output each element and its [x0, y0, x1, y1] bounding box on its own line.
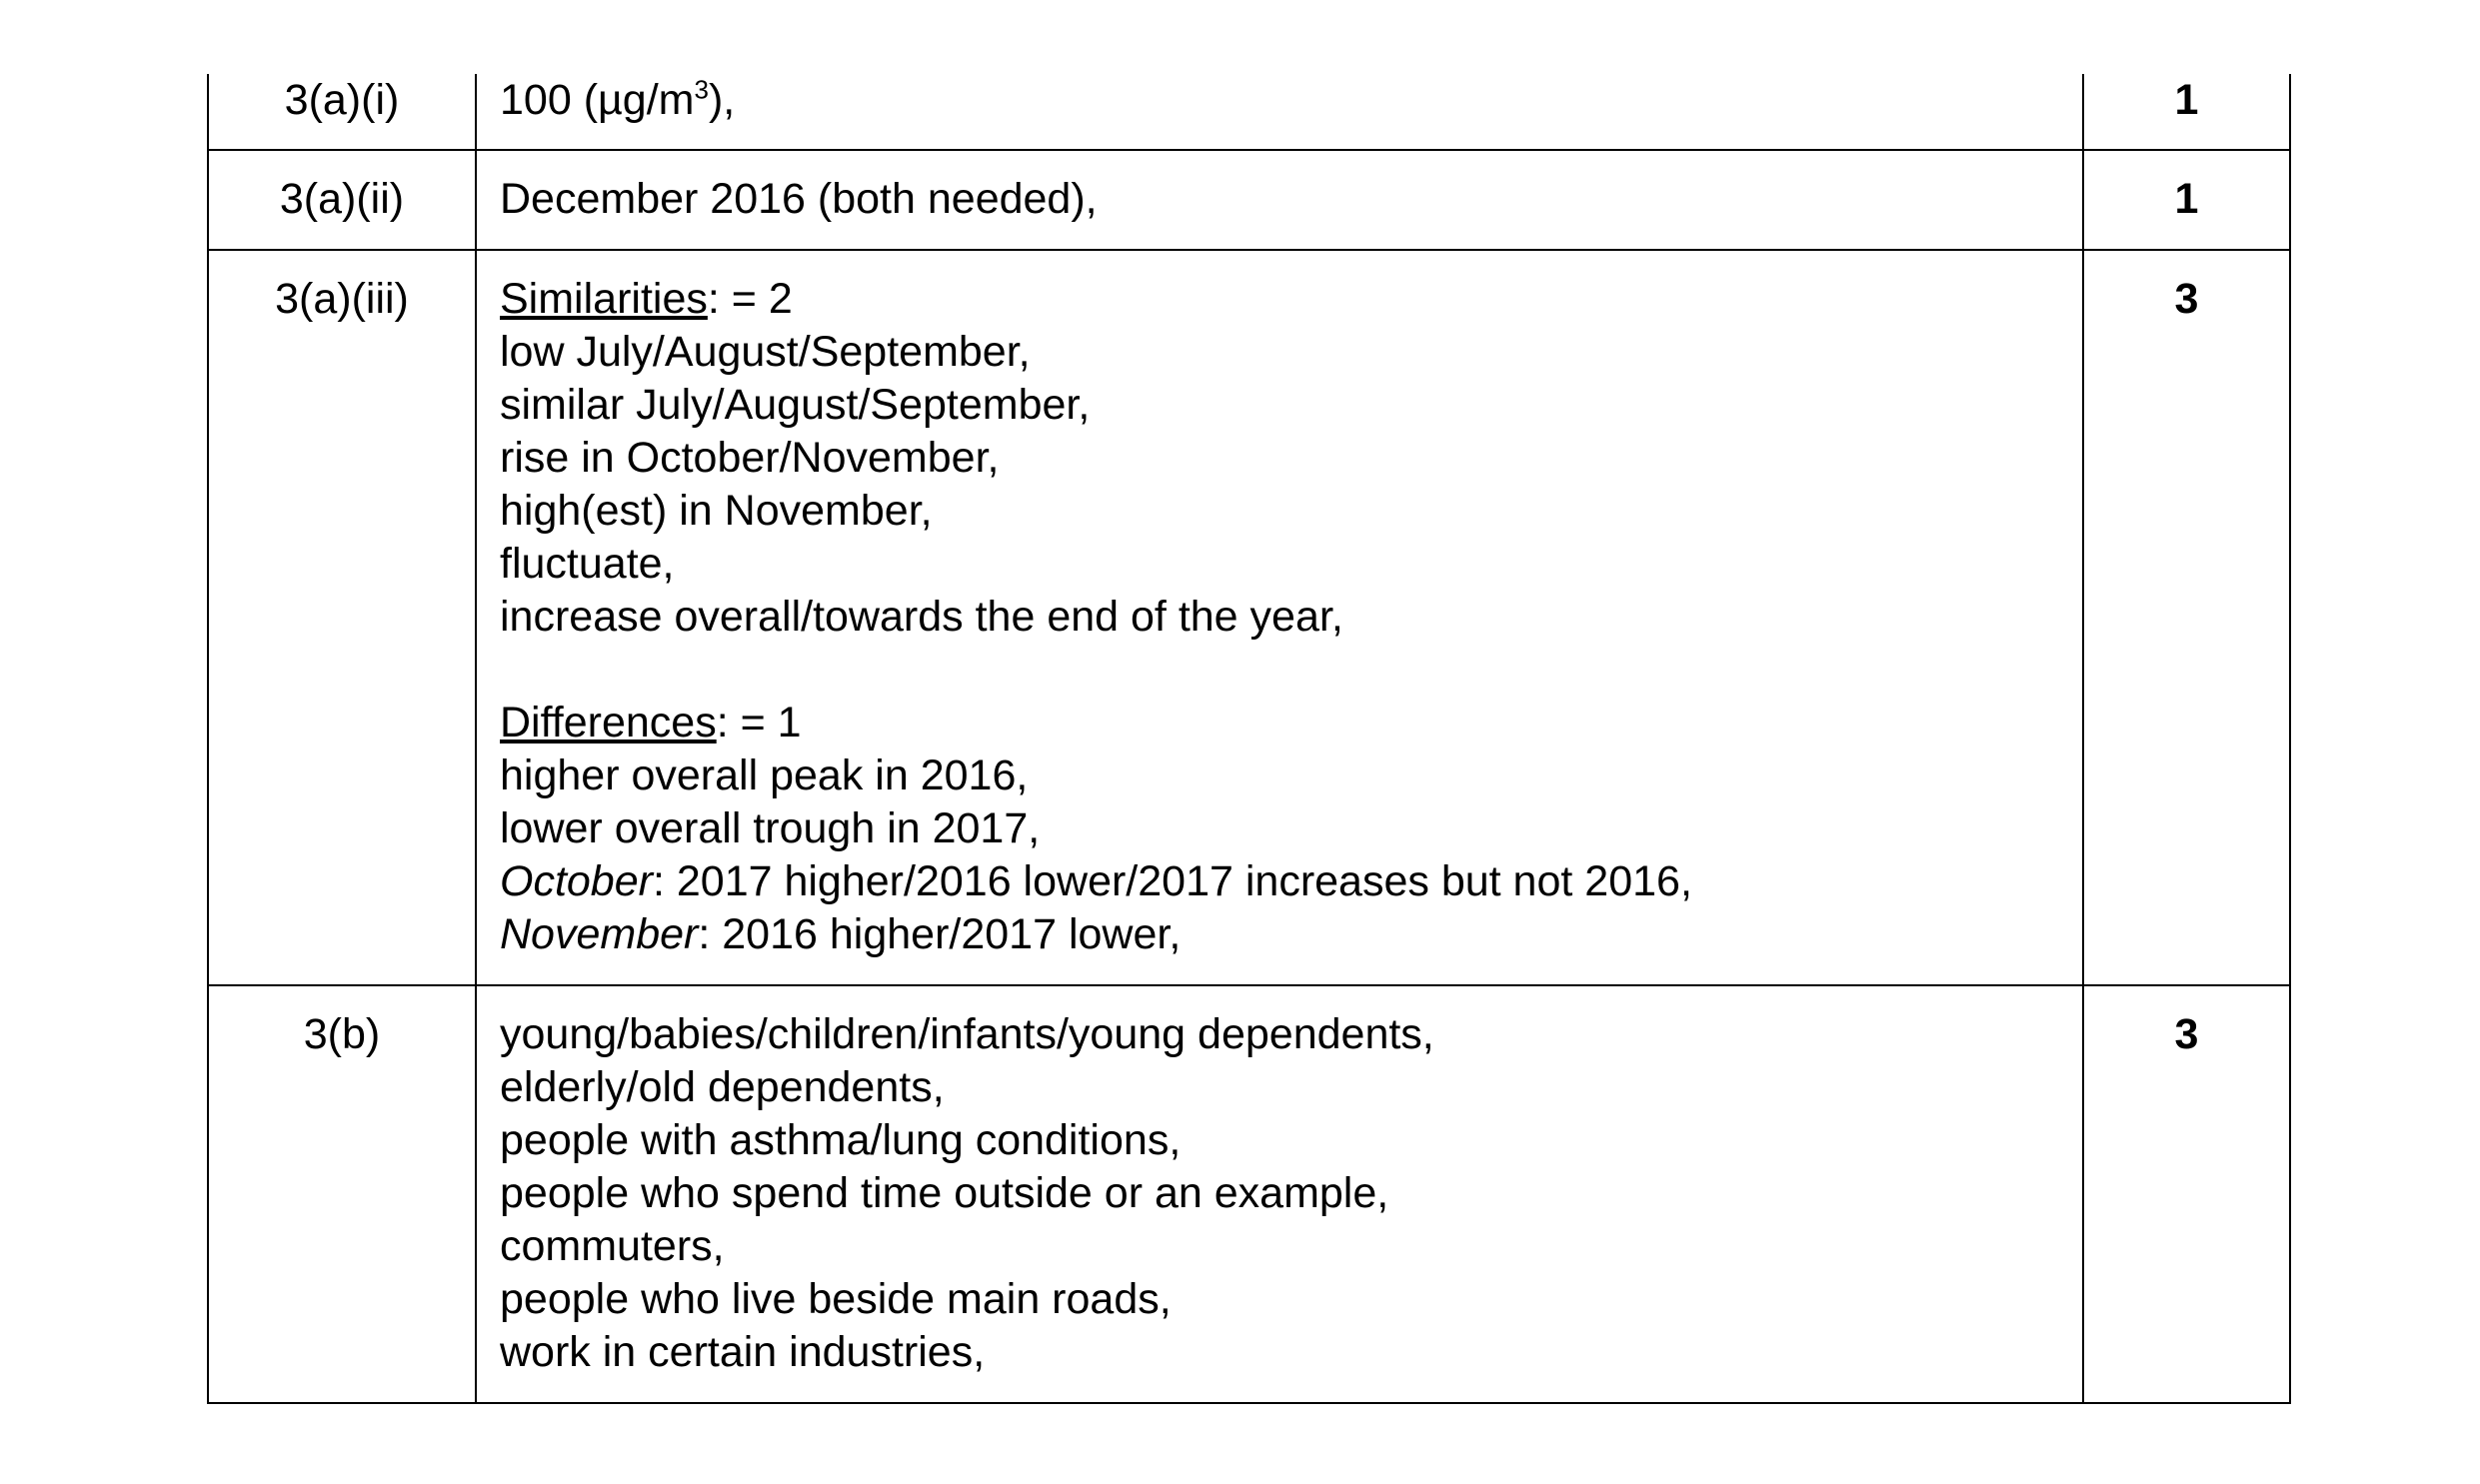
answer-text-main: 100 (µg/m — [500, 76, 695, 124]
question-number: 3(a)(iii) — [275, 275, 409, 323]
mark-scheme-table — [207, 74, 2291, 1404]
answer-cell — [476, 985, 2083, 1403]
difference-point-october — [500, 855, 2082, 908]
answer-point: people who live beside main roads, — [500, 1275, 1172, 1323]
question-number-cell — [208, 985, 476, 1403]
similarity-point: rise in October/November, — [500, 434, 1000, 482]
answer-cell — [476, 250, 2083, 985]
october-label: October — [500, 857, 653, 905]
november-text: : 2016 higher/2017 lower, — [698, 910, 1182, 958]
question-number: 3(b) — [303, 1010, 381, 1058]
marks-value: 1 — [2174, 175, 2199, 223]
question-number-cell — [208, 150, 476, 250]
october-text: : 2017 higher/2016 lower/2017 increases but not 2016, — [652, 857, 1692, 905]
table-row — [208, 150, 2290, 250]
marks-cell — [2083, 150, 2290, 250]
marks-value: 1 — [2174, 76, 2199, 124]
similarity-point: high(est) in November, — [500, 487, 933, 535]
answer-point: work in certain industries, — [500, 1328, 986, 1376]
answer-point: commuters, — [500, 1222, 725, 1270]
differences-heading-line — [500, 697, 2082, 749]
marks-cell — [2083, 985, 2290, 1403]
table-row — [208, 74, 2290, 150]
answer-superscript: 3 — [694, 74, 709, 105]
november-label: November — [500, 910, 699, 958]
answer-point: people who spend time outside or an example, — [500, 1169, 1389, 1217]
answer-cell — [476, 150, 2083, 250]
answer-text: December 2016 (both needed), — [500, 175, 1098, 223]
question-number-cell — [208, 250, 476, 985]
similarity-point: similar July/August/September, — [500, 381, 1091, 429]
similarities-heading-line — [500, 273, 2082, 326]
difference-point: higher overall peak in 2016, — [500, 751, 1029, 799]
table-row — [208, 985, 2290, 1403]
answer-point: young/babies/children/infants/young dependents, — [500, 1010, 1434, 1058]
similarities-mark-allocation: : = 2 — [707, 275, 793, 323]
marks-cell — [2083, 250, 2290, 985]
similarity-point: increase overall/towards the end of the year, — [500, 593, 1343, 641]
difference-point: lower overall trough in 2017, — [500, 804, 1041, 852]
question-number-cell — [208, 74, 476, 150]
marks-value: 3 — [2174, 275, 2199, 323]
question-number: 3(a)(i) — [284, 76, 400, 124]
marks-cell — [2083, 74, 2290, 150]
answer-point: people with asthma/lung conditions, — [500, 1116, 1182, 1164]
similarity-point: low July/August/September, — [500, 328, 1031, 376]
answer-point: elderly/old dependents, — [500, 1063, 945, 1111]
answer-text — [500, 74, 2082, 127]
table-row — [208, 250, 2290, 985]
marks-value: 3 — [2174, 1010, 2199, 1058]
similarity-point: fluctuate, — [500, 540, 675, 588]
differences-mark-allocation: : = 1 — [716, 699, 802, 746]
difference-point-november — [500, 908, 2082, 961]
differences-heading: Differences — [500, 699, 717, 746]
question-number: 3(a)(ii) — [279, 175, 405, 223]
answer-text-end: ), — [708, 76, 736, 124]
similarities-heading: Similarities — [500, 275, 708, 323]
blank-line — [500, 644, 2082, 697]
answer-cell — [476, 74, 2083, 150]
